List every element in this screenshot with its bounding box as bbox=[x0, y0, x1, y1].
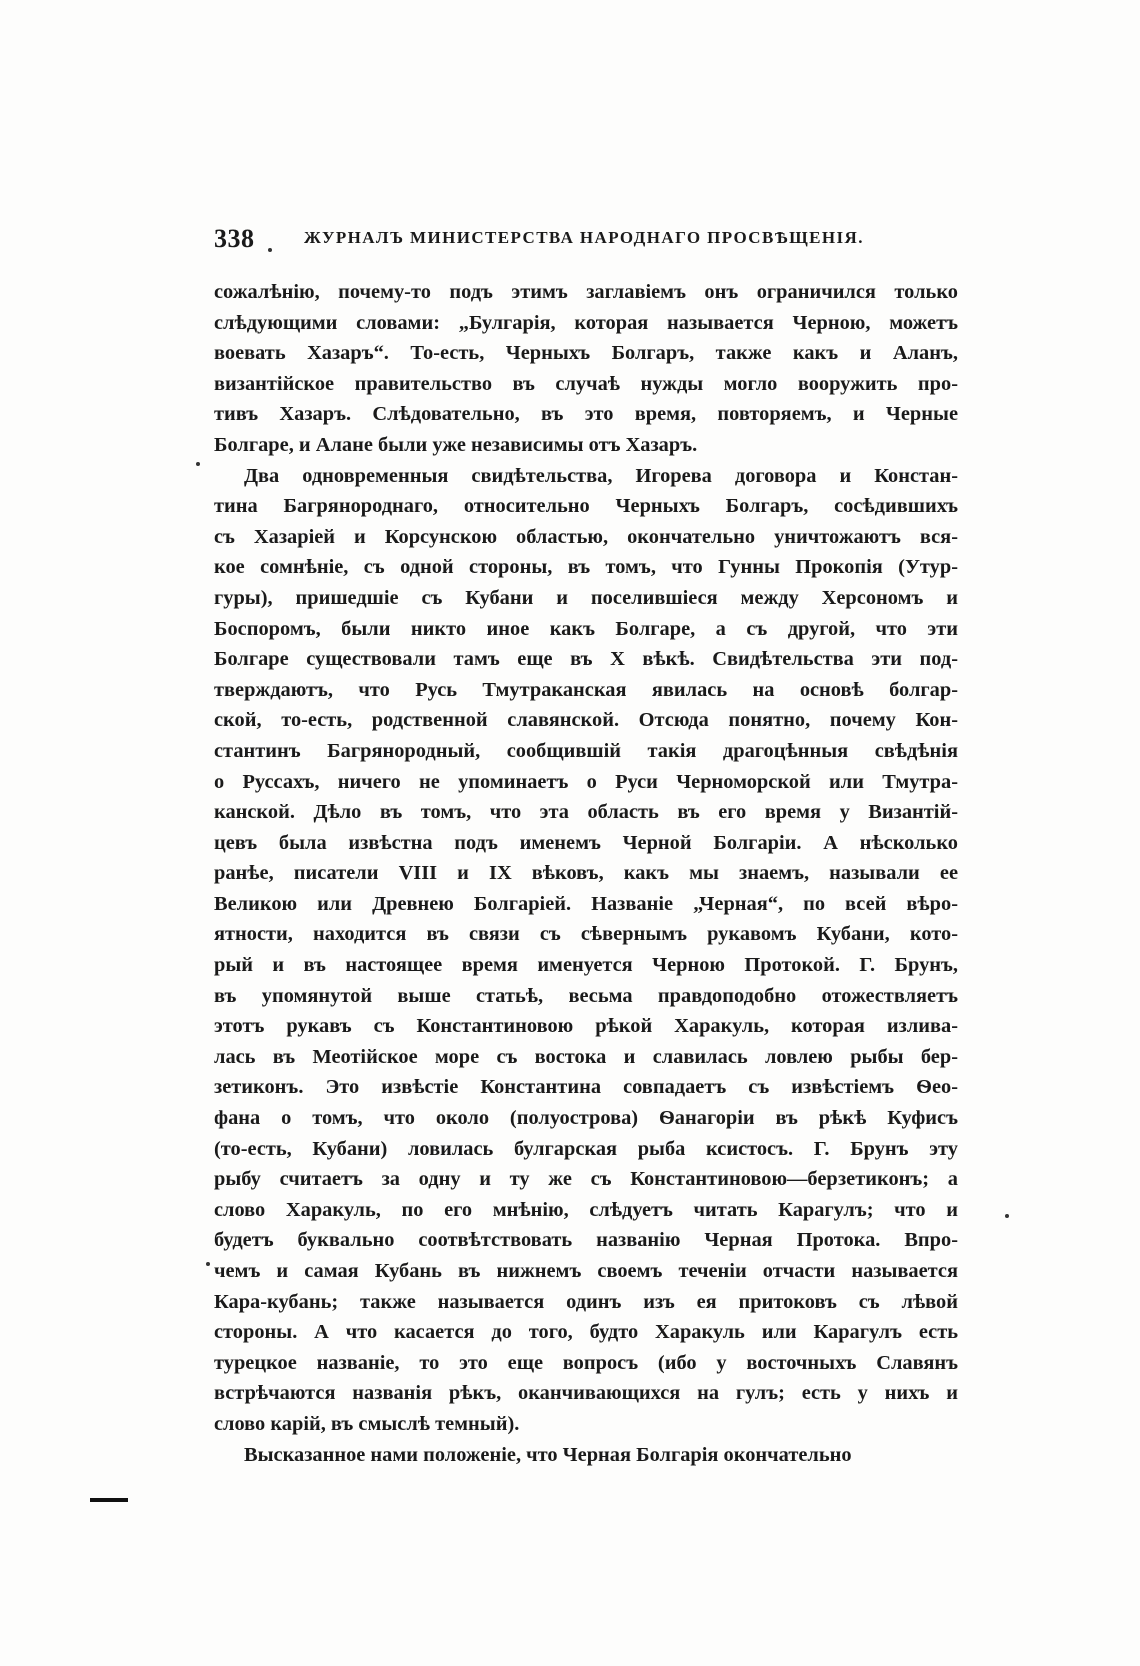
page-header bbox=[214, 224, 954, 258]
text-line: слово Харакуль, по его мнѣнію, слѣдуетъ читать Карагулъ; что и bbox=[214, 1198, 958, 1221]
text-line: кое сомнѣніе, съ одной стороны, въ томъ, что Гунны Прокопія (Утур- bbox=[214, 556, 958, 579]
text-line: зетиконъ. Это извѣстіе Константина совпадаетъ съ извѣстіемъ Ѳео- bbox=[214, 1076, 958, 1099]
margin-mark bbox=[90, 1498, 128, 1502]
text-line: тверждаютъ, что Русь Тмутраканская явилась на основѣ болгар- bbox=[214, 678, 958, 701]
text-line: чемъ и самая Кубань въ нижнемъ своемъ теченіи отчасти называется bbox=[214, 1260, 958, 1282]
running-title: ЖУРНАЛЪ МИНИСТЕРСТВА НАРОДНАГО ПРОСВѢЩЕНІЯ. bbox=[304, 228, 864, 247]
text-line: рый и въ настоящее время именуется Черною Протокой. Г. Брунъ, bbox=[214, 954, 958, 977]
text-line: Болгаре существовали тамъ еще въ X вѣкѣ. Свидѣтельства эти под- bbox=[214, 648, 958, 671]
text-line: Боспоромъ, были никто иное какъ Болгаре, а съ другой, что эти bbox=[214, 617, 958, 640]
text-line: въ упомянутой выше статьѣ, весьма правдоподобно отожествляетъ bbox=[214, 984, 958, 1007]
text-line: встрѣчаются названія рѣкъ, оканчивающихся на гулъ; есть у нихъ и bbox=[214, 1382, 958, 1405]
text-line: будетъ буквально соотвѣтствовать названію Черная Протока. Впро- bbox=[214, 1229, 958, 1252]
text-line: о Руссахъ, ничего не упоминаетъ о Руси Черноморской или Тмутра- bbox=[214, 770, 958, 793]
text-line: фана о томъ, что около (полуострова) Ѳанагоріи въ рѣкѣ Куфисъ bbox=[214, 1107, 958, 1130]
text-line: гуры), пришедшіе съ Кубани и поселившіеся между Херсономъ и bbox=[214, 586, 958, 609]
text-line: этотъ рукавъ съ Константиновою рѣкой Харакуль, которая излива- bbox=[214, 1015, 958, 1038]
text-line: Великою или Древнею Болгаріей. Названіе „Черная“, по всей вѣро- bbox=[214, 892, 958, 915]
text-line: цевъ была извѣстна подъ именемъ Черной Болгаріи. А нѣсколько bbox=[214, 831, 958, 854]
text-line: (то-есть, Кубани) ловилась булгарская рыба ксистосъ. Г. Брунъ эту bbox=[214, 1137, 958, 1160]
text-line: съ Хазаріей и Корсунскою областью, окончательно уничтожаютъ вся- bbox=[214, 525, 958, 548]
text-line: Кара-кубань; также называется одинъ изъ ея притоковъ съ лѣвой bbox=[214, 1290, 958, 1313]
text-line: византійское правительство въ случаѣ нужды могло вооружить про- bbox=[214, 372, 958, 395]
scan-speck bbox=[196, 462, 200, 466]
scan-speck bbox=[268, 248, 272, 252]
text-line: ятности, находится въ связи съ сѣвернымъ рукавомъ Кубани, кото- bbox=[214, 923, 958, 946]
text-line: воевать Хазаръ“. То-есть, Черныхъ Болгаръ, также какъ и Аланъ, bbox=[214, 342, 958, 365]
text-line: ранѣе, писатели VIII и IX вѣковъ, какъ мы знаемъ, называли ее bbox=[214, 862, 958, 885]
page-number: 338 bbox=[214, 224, 255, 253]
paragraph-start-line: Два одновременныя свидѣтельства, Игорева договора и Констан- bbox=[244, 464, 958, 487]
text-line: ской, то-есть, родственной славянской. Отсюда понятно, почему Кон- bbox=[214, 709, 958, 732]
text-line: турецкое названіе, то это еще вопросъ (ибо у восточныхъ Славянъ bbox=[214, 1351, 958, 1374]
text-line: тивъ Хазаръ. Слѣдовательно, въ это время, повторяемъ, и Черные bbox=[214, 403, 958, 426]
scan-speck bbox=[1005, 1214, 1009, 1218]
paragraph-end-line: Болгаре, и Алане были уже независимы отъ Хазаръ. bbox=[214, 433, 698, 456]
text-line: тина Багрянороднаго, относительно Черныхъ Болгаръ, сосѣдившихъ bbox=[214, 495, 958, 518]
paragraph-end-line: слово карій, въ смыслѣ темный). bbox=[214, 1412, 520, 1435]
text-line: сожалѣнію, почему-то подъ этимъ заглавіемъ онъ ограничился только bbox=[214, 281, 958, 303]
text-line: канской. Дѣло въ томъ, что эта область въ его время у Византій- bbox=[214, 801, 958, 824]
text-line: рыбу считаетъ за одну и ту же съ Константиновою—берзетиконъ; а bbox=[214, 1168, 958, 1191]
body-text bbox=[214, 277, 958, 1470]
scan-speck bbox=[206, 1262, 210, 1266]
text-line: стороны. А что касается до того, будто Харакуль или Карагулъ есть bbox=[214, 1321, 958, 1344]
paragraph-start-line: Высказанное нами положеніе, что Черная Болгарія окончательно bbox=[244, 1443, 852, 1466]
text-line: слѣдующими словами: „Булгарія, которая называется Черною, можетъ bbox=[214, 311, 958, 334]
text-line: стантинъ Багрянородный, сообщившій такія драгоцѣнныя свѣдѣнія bbox=[214, 739, 958, 762]
text-line: лась въ Меотійское море съ востока и славилась ловлею рыбы бер- bbox=[214, 1045, 958, 1068]
